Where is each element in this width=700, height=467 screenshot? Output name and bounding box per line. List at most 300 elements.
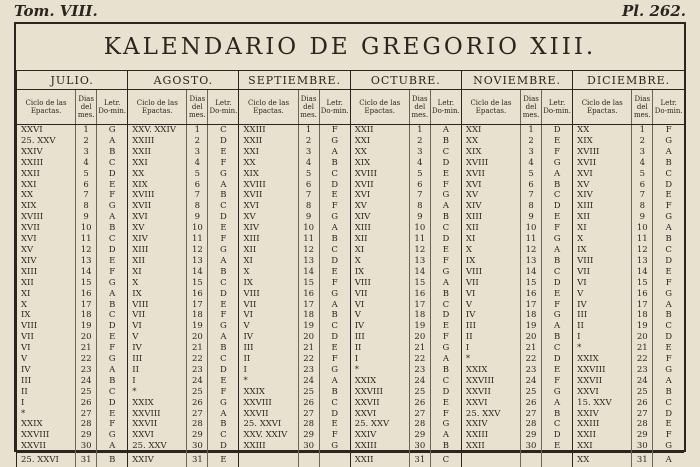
day-cell: 18	[521, 310, 542, 321]
day-cell: 13	[298, 256, 319, 267]
letter-cell: A	[208, 409, 239, 420]
epact-cell: III	[17, 376, 76, 387]
letter-cell: D	[208, 136, 239, 147]
day-cell: 24	[409, 376, 430, 387]
day-cell: 2	[76, 136, 97, 147]
day-cell: 19	[187, 321, 208, 332]
epact-cell: XXIV	[128, 453, 187, 467]
letter-cell: A	[97, 289, 128, 300]
epact-cell: I	[461, 343, 520, 354]
epact-cell: XIV	[17, 256, 76, 267]
day-cell: 19	[521, 321, 542, 332]
table-row	[17, 223, 685, 234]
day-cell: 9	[76, 212, 97, 223]
epact-cell: VIII	[239, 289, 298, 300]
epact-cell: VI	[573, 278, 632, 289]
letter-cell: E	[653, 343, 684, 354]
day-cell: 20	[521, 332, 542, 343]
day-cell: 10	[409, 223, 430, 234]
day-cell: 6	[187, 180, 208, 191]
epact-cell: IV	[17, 365, 76, 376]
letter-cell: E	[430, 169, 461, 180]
epact-cell: 25. XXV	[17, 136, 76, 147]
letter-cell: C	[542, 343, 573, 354]
month-name: DICIEMBRE.	[573, 71, 684, 90]
day-cell: 7	[76, 190, 97, 201]
epact-cell: XXIII	[239, 441, 298, 452]
epact-cell: XIV	[461, 201, 520, 212]
epact-cell: XI	[239, 256, 298, 267]
letter-cell: E	[319, 190, 350, 201]
letter-cell: C	[208, 354, 239, 365]
epact-cell: I	[17, 398, 76, 409]
day-cell: 29	[409, 430, 430, 441]
epact-cell: XVIII	[128, 190, 187, 201]
letter-cell: E	[430, 398, 461, 409]
epact-cell: VII	[573, 267, 632, 278]
day-cell: 21	[298, 343, 319, 354]
day-cell: 11	[409, 234, 430, 245]
day-cell: 14	[187, 267, 208, 278]
epact-cell: XXVIII	[128, 409, 187, 420]
epact-cell: IX	[239, 278, 298, 289]
epact-cell: XXII	[17, 169, 76, 180]
letter-cell: F	[97, 343, 128, 354]
month-name: SEPTIEMBRE.	[239, 71, 350, 90]
day-cell: 11	[187, 234, 208, 245]
letter-cell: D	[653, 409, 684, 420]
day-cell: 29	[187, 430, 208, 441]
day-cell: 9	[632, 212, 653, 223]
epact-cell: XVI	[239, 201, 298, 212]
day-cell: 19	[632, 321, 653, 332]
letter-cell: F	[97, 190, 128, 201]
letter-cell: A	[319, 223, 350, 234]
table-row	[17, 387, 685, 398]
epact-cell: V	[128, 332, 187, 343]
day-cell: 4	[298, 158, 319, 169]
epact-cell: XIV	[239, 223, 298, 234]
day-cell: 19	[76, 321, 97, 332]
letter-cell: G	[97, 201, 128, 212]
epact-cell: 25. XXV	[350, 419, 409, 430]
letter-cell: E	[542, 136, 573, 147]
table-row	[17, 321, 685, 332]
day-cell: 31	[409, 453, 430, 467]
letter-cell: G	[653, 441, 684, 452]
epact-cell: XXVI	[128, 430, 187, 441]
letter-cell: D	[319, 332, 350, 343]
day-cell: 27	[187, 409, 208, 420]
table-row	[17, 354, 685, 365]
letter-cell: D	[97, 398, 128, 409]
letter-cell: F	[208, 234, 239, 245]
letter-cell: E	[430, 245, 461, 256]
epact-cell: XXVII	[350, 398, 409, 409]
table-row	[17, 310, 685, 321]
letter-cell: G	[653, 212, 684, 223]
day-cell: 24	[521, 376, 542, 387]
epact-cell: XXVI	[461, 398, 520, 409]
day-cell: 14	[632, 267, 653, 278]
epact-cell: I	[350, 354, 409, 365]
epact-cell: IV	[350, 321, 409, 332]
letter-cell: G	[542, 234, 573, 245]
letter-cell: A	[430, 354, 461, 365]
letter-cell: F	[208, 158, 239, 169]
day-cell: 3	[76, 147, 97, 158]
letter-cell: B	[542, 180, 573, 191]
epact-cell: X	[128, 278, 187, 289]
letter-cell: D	[319, 256, 350, 267]
letter-cell: E	[653, 419, 684, 430]
epact-cell: XXI	[239, 147, 298, 158]
day-cell: 12	[76, 245, 97, 256]
epact-cell: VII	[461, 278, 520, 289]
letter-cell: E	[208, 453, 239, 467]
day-cell: 30	[521, 441, 542, 452]
epact-cell: 25. XXV	[461, 409, 520, 420]
epact-cell: XXIII	[17, 158, 76, 169]
epact-cell: XIX	[128, 180, 187, 191]
day-cell: 16	[298, 289, 319, 300]
epact-cell: *	[573, 343, 632, 354]
month-name: OCTUBRE.	[350, 71, 461, 90]
day-cell: 4	[409, 158, 430, 169]
epact-cell: X	[573, 234, 632, 245]
epact-cell: XXII	[350, 125, 409, 136]
letter-cell: G	[97, 125, 128, 136]
table-row	[17, 212, 685, 223]
day-cell: 21	[76, 343, 97, 354]
day-cell: 29	[521, 430, 542, 441]
epact-cell: XXVI	[573, 387, 632, 398]
letter-cell: B	[319, 310, 350, 321]
letter-cell: D	[430, 234, 461, 245]
epact-cell: XVI	[573, 169, 632, 180]
days-column-header: Dias del mes.	[521, 90, 542, 125]
table-row	[17, 376, 685, 387]
letter-cell: A	[319, 300, 350, 311]
epact-cell: *	[350, 365, 409, 376]
letter-cell: C	[208, 430, 239, 441]
epact-cell: XXIII	[573, 419, 632, 430]
letter-cell: B	[653, 387, 684, 398]
letter-cell: C	[653, 169, 684, 180]
letter-cell: B	[430, 365, 461, 376]
day-cell: 6	[409, 180, 430, 191]
epact-cell: XI	[128, 267, 187, 278]
day-cell: 23	[76, 365, 97, 376]
day-cell: 28	[298, 419, 319, 430]
epact-cell: XXI	[17, 180, 76, 191]
letter-cell: E	[97, 180, 128, 191]
letters-column-header: Letr. Do-min.	[208, 90, 239, 125]
table-row	[17, 430, 685, 441]
epact-cell: XXIV	[573, 409, 632, 420]
letter-cell: C	[430, 300, 461, 311]
day-cell: 26	[76, 398, 97, 409]
epact-cell: XXIII	[350, 441, 409, 452]
letter-cell: C	[430, 376, 461, 387]
day-cell: 31	[76, 453, 97, 467]
epact-cell: VIII	[17, 321, 76, 332]
epact-cell: XIX	[17, 201, 76, 212]
epacts-column-header: Ciclo de las Epactas.	[573, 90, 632, 125]
epact-cell: XVII	[17, 223, 76, 234]
letter-cell: C	[653, 245, 684, 256]
day-cell: 16	[187, 289, 208, 300]
page-title: KALENDARIO DE GREGORIO XIII.	[103, 34, 597, 60]
day-cell: 13	[76, 256, 97, 267]
letter-cell: B	[208, 343, 239, 354]
day-cell: 20	[298, 332, 319, 343]
table-row	[17, 343, 685, 354]
day-cell: 3	[187, 147, 208, 158]
letter-cell: D	[542, 430, 573, 441]
epact-cell: XXVII	[17, 441, 76, 452]
epact-cell: VI	[17, 343, 76, 354]
letter-cell: B	[208, 419, 239, 430]
letter-cell: E	[208, 147, 239, 158]
day-cell: 24	[632, 376, 653, 387]
month-name: NOVIEMBRE.	[461, 71, 572, 90]
letter-cell: A	[97, 212, 128, 223]
letter-cell: D	[97, 169, 128, 180]
letter-cell: C	[430, 147, 461, 158]
day-cell: 17	[409, 300, 430, 311]
epact-cell: IX	[350, 267, 409, 278]
day-cell: 8	[521, 201, 542, 212]
day-cell: 20	[409, 332, 430, 343]
day-cell: 16	[76, 289, 97, 300]
letter-cell: A	[542, 245, 573, 256]
day-cell: 20	[76, 332, 97, 343]
day-cell: 28	[632, 419, 653, 430]
epact-cell: XX	[461, 136, 520, 147]
letter-cell: F	[319, 278, 350, 289]
epact-cell: X	[239, 267, 298, 278]
epact-cell: XVIII	[573, 147, 632, 158]
day-cell: 10	[298, 223, 319, 234]
day-cell: 5	[632, 169, 653, 180]
day-cell: 18	[187, 310, 208, 321]
epact-cell: *	[239, 376, 298, 387]
day-cell: 23	[521, 365, 542, 376]
letter-cell: D	[319, 180, 350, 191]
day-cell: 25	[187, 387, 208, 398]
epact-cell: XVII	[573, 158, 632, 169]
letter-cell: G	[430, 190, 461, 201]
letter-cell: E	[542, 441, 573, 452]
epact-cell: I	[573, 332, 632, 343]
day-cell: 16	[521, 289, 542, 300]
day-cell: 26	[409, 398, 430, 409]
day-cell: 10	[521, 223, 542, 234]
letter-cell: C	[542, 267, 573, 278]
letter-cell: B	[97, 223, 128, 234]
epact-cell: XXI	[461, 125, 520, 136]
day-cell: 29	[632, 430, 653, 441]
letter-cell: C	[653, 398, 684, 409]
table-row	[17, 267, 685, 278]
letter-cell: G	[430, 419, 461, 430]
letter-cell: C	[542, 419, 573, 430]
epact-cell: XXIII	[461, 430, 520, 441]
letter-cell: E	[208, 376, 239, 387]
day-cell: 24	[298, 376, 319, 387]
letter-cell: D	[542, 278, 573, 289]
day-cell: 12	[632, 245, 653, 256]
letters-column-header: Letr. Do-min.	[653, 90, 684, 125]
letter-cell: E	[319, 267, 350, 278]
letter-cell: A	[542, 398, 573, 409]
day-cell: 8	[632, 201, 653, 212]
table-row	[17, 278, 685, 289]
epact-cell: 25. XXVI	[239, 419, 298, 430]
day-cell: 14	[298, 267, 319, 278]
epact-cell: XXII	[350, 453, 409, 467]
day-cell: 7	[298, 190, 319, 201]
epact-cell: XIX	[350, 158, 409, 169]
day-cell: 29	[76, 430, 97, 441]
letter-cell: G	[319, 441, 350, 452]
letter-cell: F	[208, 387, 239, 398]
day-cell: 12	[298, 245, 319, 256]
epacts-column-header: Ciclo de las Epactas.	[350, 90, 409, 125]
epact-cell: XIV	[350, 212, 409, 223]
day-cell: 9	[187, 212, 208, 223]
letter-cell: G	[319, 289, 350, 300]
days-column-header: Dias del mes.	[187, 90, 208, 125]
day-cell: 22	[187, 354, 208, 365]
epact-cell: VI	[350, 300, 409, 311]
day-cell: 10	[76, 223, 97, 234]
day-cell: 2	[187, 136, 208, 147]
epact-cell: XVII	[128, 201, 187, 212]
epact-cell: XV	[128, 223, 187, 234]
day-cell: 16	[409, 289, 430, 300]
day-cell: 26	[521, 398, 542, 409]
day-cell: 22	[521, 354, 542, 365]
letter-cell: F	[430, 409, 461, 420]
letter-cell: G	[97, 430, 128, 441]
epact-cell: XI	[17, 289, 76, 300]
day-cell: 13	[187, 256, 208, 267]
day-cell: 27	[76, 409, 97, 420]
epact-cell: *	[461, 354, 520, 365]
day-cell: 11	[76, 234, 97, 245]
day-cell: 15	[409, 278, 430, 289]
epact-cell: VII	[239, 300, 298, 311]
epact-cell: II	[239, 354, 298, 365]
plate-number: Pl. 262.	[622, 2, 686, 20]
day-cell: 17	[76, 300, 97, 311]
epact-cell: *	[128, 387, 187, 398]
day-cell: 17	[298, 300, 319, 311]
letter-cell: G	[208, 169, 239, 180]
epact-cell: IX	[17, 310, 76, 321]
epact-cell: XII	[573, 212, 632, 223]
letter-cell: C	[542, 190, 573, 201]
day-cell: 7	[521, 190, 542, 201]
day-cell: 26	[187, 398, 208, 409]
day-cell: 29	[298, 430, 319, 441]
table-row	[17, 201, 685, 212]
letter-cell: E	[97, 332, 128, 343]
letter-cell: G	[97, 278, 128, 289]
letter-cell: C	[319, 245, 350, 256]
day-cell: 6	[76, 180, 97, 191]
epact-cell: XVI	[128, 212, 187, 223]
day-cell: 15	[187, 278, 208, 289]
epact-cell: VI	[128, 321, 187, 332]
day-cell: 28	[76, 419, 97, 430]
epact-cell: XVIII	[239, 180, 298, 191]
letter-cell: F	[653, 430, 684, 441]
letter-cell: C	[97, 310, 128, 321]
day-cell: 1	[298, 125, 319, 136]
table-row	[17, 398, 685, 409]
epact-cell: I	[128, 376, 187, 387]
letter-cell: G	[97, 354, 128, 365]
letter-cell: B	[319, 234, 350, 245]
epact-cell: XXIX	[350, 376, 409, 387]
letter-cell: D	[542, 354, 573, 365]
epact-cell: IV	[239, 332, 298, 343]
letter-cell: F	[542, 223, 573, 234]
letter-cell: D	[653, 256, 684, 267]
letters-column-header: Letr. Do-min.	[97, 90, 128, 125]
day-cell: 2	[298, 136, 319, 147]
day-cell: 19	[409, 321, 430, 332]
table-row	[17, 136, 685, 147]
epact-cell: XXV. XXIV	[128, 125, 187, 136]
letter-cell: A	[319, 147, 350, 158]
day-cell: 25	[521, 387, 542, 398]
letter-cell: B	[97, 147, 128, 158]
letter-cell: G	[542, 387, 573, 398]
day-cell: 24	[187, 376, 208, 387]
day-cell: 6	[632, 180, 653, 191]
letter-cell: C	[319, 321, 350, 332]
epact-cell: XXIX	[461, 365, 520, 376]
epact-cell: VII	[17, 332, 76, 343]
day-cell: 4	[632, 158, 653, 169]
day-cell: 11	[298, 234, 319, 245]
epact-cell: 25. XXV	[128, 441, 187, 452]
days-column-header: Dias del mes.	[632, 90, 653, 125]
letter-cell: B	[542, 332, 573, 343]
letter-cell: D	[542, 201, 573, 212]
letter-cell: A	[430, 201, 461, 212]
letter-cell: F	[542, 147, 573, 158]
letter-cell: A	[653, 300, 684, 311]
letter-cell: E	[319, 419, 350, 430]
letter-cell: F	[542, 300, 573, 311]
day-cell: 4	[76, 158, 97, 169]
epact-cell: XXVIII	[573, 365, 632, 376]
letter-cell: A	[653, 376, 684, 387]
epact-cell: XIII	[350, 223, 409, 234]
days-column-header: Dias del mes.	[298, 90, 319, 125]
epacts-column-header: Ciclo de las Epactas.	[17, 90, 76, 125]
epact-cell: III	[573, 310, 632, 321]
epact-cell: XIX	[461, 147, 520, 158]
day-cell: 30	[76, 441, 97, 452]
letters-column-header: Letr. Do-min.	[542, 90, 573, 125]
calendar-table	[16, 70, 684, 467]
